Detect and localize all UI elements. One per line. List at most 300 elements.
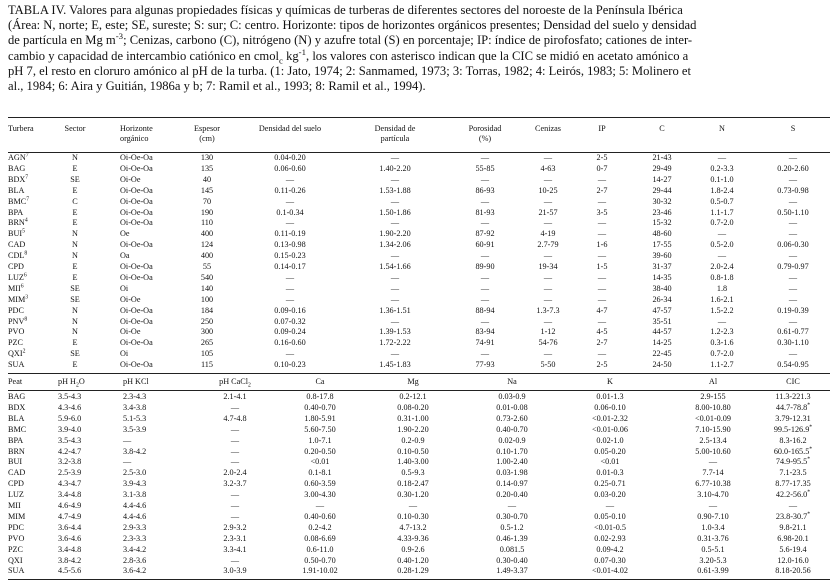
table1-cell: — xyxy=(597,316,607,326)
table1-cell: 0-7 xyxy=(596,163,608,173)
table2-cell: 4.6-4.9 xyxy=(58,501,82,510)
table1-cell: 1.1-2.7 xyxy=(710,360,734,370)
table2-cell: 0.40-0.70 xyxy=(496,424,528,434)
table1-cell: 4-63 xyxy=(540,163,556,173)
table1-cell: E xyxy=(72,185,78,195)
table2-cell: <0.01 xyxy=(310,457,330,467)
table1-cell: 0.20-2.60 xyxy=(777,163,809,173)
table2-cell: 1.00-2.40 xyxy=(496,457,528,467)
table1-cell: 14-35 xyxy=(652,272,672,282)
table2-header-cell: Mg xyxy=(407,377,419,386)
table1-cell: — xyxy=(480,196,490,206)
table2-cell: 7.7-14 xyxy=(702,468,724,478)
table1-cell: 1.53-1.88 xyxy=(379,185,411,195)
table1-cell: 1.45-1.83 xyxy=(379,360,411,370)
table1-cell: — xyxy=(390,251,400,261)
table1-cell: 19-34 xyxy=(538,262,558,271)
table1-cell: Oi-Oe-Oa xyxy=(120,218,153,228)
table2-cell: 4.5-5.6 xyxy=(58,566,82,576)
table1-cell: 265 xyxy=(200,338,214,348)
table1-cell: — xyxy=(480,174,490,184)
table1-cell: 140 xyxy=(200,283,214,293)
table2-cell: 2.3-3.3 xyxy=(123,533,147,543)
table2-cell: 0.5-9.3 xyxy=(401,468,425,478)
table2-header-cell: pH CaCl$_2$ xyxy=(219,377,251,389)
table1-cell: 4-19 xyxy=(540,229,556,239)
table1-cell: 86-93 xyxy=(475,185,495,195)
table2-cell: 3.00-4.30 xyxy=(304,490,336,500)
table2-cell: 0.9-2.6 xyxy=(401,544,425,554)
table2-cell: 0.73-2.60 xyxy=(496,413,528,423)
peat-code: PVO xyxy=(8,327,25,337)
table2-cell: 3.5-3.9 xyxy=(123,424,147,434)
caption-line: cambio y capacidad de intercambio catiónico en cmol$_c$ $kg^{-1}$, los valores con asterisco indican que la CIC se midió en acetato amónico a xyxy=(8,46,689,66)
table2-cell: 44.7-78.8* xyxy=(775,402,811,412)
table2-cell: 3.4-3.8 xyxy=(123,402,147,412)
table2-cell: 3.5-4.3 xyxy=(58,435,82,445)
table1-cell: — xyxy=(717,153,727,162)
table2-cell: <0.01 xyxy=(600,457,620,467)
table1-cell: 1.39-1.53 xyxy=(379,327,411,337)
table1-cell: 190 xyxy=(200,207,214,217)
peat-code: MIM$^3$ xyxy=(8,293,29,304)
table1-header-cell: Porosidad (%) xyxy=(468,124,502,143)
table2-top-rule xyxy=(8,373,830,374)
table1-cell: Oi-Oe-Oa xyxy=(120,360,153,370)
table1-cell: Oi-Oe-Oa xyxy=(120,185,153,195)
table1-cell: 47-57 xyxy=(652,305,672,315)
table1-cell: — xyxy=(717,229,727,239)
table1-cell: E xyxy=(72,272,78,282)
table1-cell: 0.04-0.20 xyxy=(274,153,306,162)
table1-cell: N xyxy=(72,153,78,162)
peat-code: CPD xyxy=(8,479,24,489)
table1-cell: — xyxy=(597,218,607,228)
table2-cell: 0.60-3.59 xyxy=(304,479,336,489)
table2-header-cell: Na xyxy=(507,377,517,386)
table-caption xyxy=(8,3,828,94)
table1-cell: 0.09-0.16 xyxy=(274,305,306,315)
table2-cell: 0.08-0.20 xyxy=(397,402,429,412)
table1-cell: 54-76 xyxy=(538,338,558,348)
peat-code: BDX$^7$ xyxy=(8,174,29,184)
table2-header-cell: CIC xyxy=(786,377,800,386)
table2-cell: 3.4-4.2 xyxy=(123,544,147,554)
table1-cell: Oe xyxy=(120,229,130,239)
table1-cell: — xyxy=(390,153,400,162)
table2-cell: 5.60-7.50 xyxy=(304,424,336,434)
table2-cell: 2.5-3.9 xyxy=(58,468,82,478)
table1-cell: — xyxy=(480,251,490,261)
table2-cell: 0.03-0.9 xyxy=(498,392,526,401)
table1-cell: Oi-Oe-Oa xyxy=(120,153,153,162)
table1-cell: — xyxy=(597,272,607,282)
table1-cell: N xyxy=(72,251,78,261)
table1-cell: — xyxy=(390,272,400,282)
table1-cell: 0.11-0.19 xyxy=(274,229,306,239)
table2-cell: 3.79-12.31 xyxy=(775,413,811,423)
table1-header-cell: N xyxy=(719,124,725,133)
table2-cell: 2.1-4.1 xyxy=(223,392,247,401)
table1-cell: 0.06-0.60 xyxy=(274,163,306,173)
table1-header-cell: Horizonte orgánico xyxy=(120,124,153,143)
peat-code: QXI$^2$ xyxy=(8,348,26,359)
table2-cell: 99.5-126.9* xyxy=(773,423,813,434)
table2-cell: 4.4-4.6 xyxy=(123,511,147,521)
table2-cell: — xyxy=(230,501,240,510)
table1-cell: 0.5-0.7 xyxy=(710,196,734,206)
table1-cell: — xyxy=(390,196,400,206)
table1-cell: — xyxy=(788,316,798,326)
peat-code: BMC xyxy=(8,424,27,434)
table1-cell: 0.8-1.8 xyxy=(710,272,734,282)
table1-cell: — xyxy=(285,196,295,206)
table1-cell: E xyxy=(72,338,78,348)
table2-header-cell: pH KCl xyxy=(123,377,149,386)
peat-code: PNV$^8$ xyxy=(8,315,28,326)
peat-code: BLA xyxy=(8,185,25,195)
table2-cell: 0.5-1.2 xyxy=(500,522,524,532)
table2-cell: 4.4-4.6 xyxy=(123,501,147,510)
table1-cell: 3-5 xyxy=(596,207,608,217)
table1-cell: 0.06-0.30 xyxy=(777,240,809,250)
table1-cell: 31-37 xyxy=(652,262,672,271)
table1-cell: 1.34-2.06 xyxy=(379,240,411,250)
table1-cell: — xyxy=(788,174,798,184)
table2-cell: 3.6-4.6 xyxy=(58,533,82,543)
peat-code: BMC$^7$ xyxy=(8,195,30,206)
table1-cell: Oi xyxy=(120,349,129,359)
peat-code: BUI xyxy=(8,457,23,467)
table1-cell: 48-60 xyxy=(652,229,672,239)
table2-cell: 4.7-13.2 xyxy=(399,522,427,532)
table2-cell: 0.01-0.08 xyxy=(496,402,528,412)
table1-cell: 74-91 xyxy=(475,338,495,348)
table1-cell: — xyxy=(390,316,400,326)
table1-cell: 0.50-1.10 xyxy=(777,207,809,217)
table2-cell: 0.10-1.70 xyxy=(496,446,528,456)
table1-cell: 0.79-0.97 xyxy=(777,262,809,271)
table2-cell: 0.25-0.71 xyxy=(594,479,626,489)
table1-cell: SE xyxy=(70,294,80,304)
table1-cell: — xyxy=(597,283,607,293)
table1-cell: — xyxy=(480,218,490,228)
table1-cell: — xyxy=(285,283,295,293)
table2-cell: 0.10-0.50 xyxy=(397,446,429,456)
table1-cell: 0.13-0.98 xyxy=(274,240,306,250)
table1-cell: N xyxy=(72,229,78,239)
table1-cell: 0.1-0.34 xyxy=(276,207,304,217)
table2-cell: — xyxy=(507,501,517,510)
table1-header-cell: Turbera xyxy=(8,124,34,133)
peat-code: BDX xyxy=(8,402,26,412)
table2-cell: 2.0-2.4 xyxy=(223,468,247,478)
table2-cell: 0.14-0.97 xyxy=(496,479,528,489)
table2-cell: 3.3-4.1 xyxy=(223,544,247,554)
table2-cell: 5.6-19.4 xyxy=(779,544,807,554)
table1-cell: — xyxy=(543,251,553,261)
table1-cell: 81-93 xyxy=(475,207,495,217)
table1-cell: 250 xyxy=(200,316,214,326)
table2-cell: 3.5-4.3 xyxy=(58,392,82,401)
table2-cell: 0.02-1.0 xyxy=(596,435,624,445)
table2-cell: 6.77-10.38 xyxy=(695,479,731,489)
table1-header-cell: Densidad de partícula xyxy=(374,124,416,143)
table1-cell: Oi-Oe xyxy=(120,294,141,304)
table1-cell: 0.3-1.6 xyxy=(710,338,734,348)
table2-cell: 0.2-12.1 xyxy=(399,392,427,401)
table1-cell: 1.3-7.3 xyxy=(536,305,560,315)
table1-cell: — xyxy=(788,294,798,304)
table1-cell: 400 xyxy=(200,251,214,261)
table1-cell: — xyxy=(543,272,553,282)
table2-header-cell: pH $H_2O$ xyxy=(58,377,85,389)
table2-cell: — xyxy=(315,501,325,510)
table1-cell: 1.6-2.1 xyxy=(710,294,734,304)
table1-cell: Oi-Oe-Oa xyxy=(120,163,153,173)
table2-cell: 2.5-3.0 xyxy=(123,468,147,478)
table2-cell: 0.05-0.10 xyxy=(594,511,626,521)
table2-cell: — xyxy=(123,435,132,445)
table2-cell: 1.49-3.37 xyxy=(496,566,528,576)
peat-code: BAG xyxy=(8,392,26,401)
table1-cell: 14-25 xyxy=(652,338,672,348)
table1-cell: — xyxy=(285,349,295,359)
table1-cell: — xyxy=(390,174,400,184)
table1-cell: — xyxy=(788,349,798,359)
table1-cell: 88-94 xyxy=(475,305,495,315)
table1-cell: N xyxy=(72,327,78,337)
table1-cell: 0.7-2.0 xyxy=(710,349,734,359)
table2-cell: 0.05-0.20 xyxy=(594,446,626,456)
table1-header-cell: S xyxy=(790,124,796,133)
table1-cell: 0.2-3.3 xyxy=(710,163,734,173)
table2-cell: — xyxy=(788,501,798,510)
table1-cell: Oa xyxy=(120,251,130,261)
table1-cell: — xyxy=(597,294,607,304)
table2-cell: 5.00-10.60 xyxy=(695,446,731,456)
table2-cell: 0.08-6.69 xyxy=(304,533,336,543)
table2-cell: 1.40-3.00 xyxy=(397,457,429,467)
peat-code: LUZ$^6$ xyxy=(8,272,27,282)
table1-cell: 1-12 xyxy=(540,327,556,337)
table1-cell: 184 xyxy=(200,305,214,315)
table2-cell: 4.33-9.36 xyxy=(397,533,429,543)
table1-cell: 55 xyxy=(202,262,212,271)
table2-cell: 3.9-4.0 xyxy=(58,424,82,434)
table2-cell: <0.01-4.02 xyxy=(591,566,629,576)
table2-cell: 3.6-4.2 xyxy=(123,566,147,576)
table1-cell: Oi-Oe-Oa xyxy=(120,240,153,250)
table1-cell: 0.5-2.0 xyxy=(710,240,734,250)
table2-cell: 0.081.5 xyxy=(499,544,525,554)
table1-cell: C xyxy=(72,196,78,206)
table1-cell: — xyxy=(788,218,798,228)
table2-cell: 0.28-1.29 xyxy=(397,566,429,576)
table1-cell: 29-44 xyxy=(652,185,672,195)
table1-cell: 0.73-0.98 xyxy=(777,185,809,195)
table1-cell: — xyxy=(597,229,607,239)
peat-code: AGN$^7$ xyxy=(8,152,29,162)
table2-cell: 2.3-3.1 xyxy=(223,533,247,543)
table1-cell: SE xyxy=(70,283,80,293)
table2-cell: 3.9-4.3 xyxy=(123,479,147,489)
peat-code: PDC xyxy=(8,522,24,532)
table2-cell: <0.01-0.09 xyxy=(694,413,732,423)
table1-cell: 10-25 xyxy=(538,185,558,195)
table1-cell: SE xyxy=(70,174,80,184)
table2-cell: — xyxy=(230,435,240,445)
table2-cell: 0.6-11.0 xyxy=(306,544,334,554)
table2-cell: 0.1-8.1 xyxy=(308,468,332,478)
table2-cell: 2.3-4.3 xyxy=(123,392,147,401)
table2-cell: 2.9-3.3 xyxy=(123,522,147,532)
peat-code: BRN xyxy=(8,446,25,456)
peat-code: PDC xyxy=(8,305,24,315)
table1-cell: 23-46 xyxy=(652,207,672,217)
table1-cell: — xyxy=(543,153,553,162)
table1-cell: 77-93 xyxy=(475,360,495,370)
table1-cell: E xyxy=(72,218,78,228)
table1-cell: 5-50 xyxy=(540,360,556,370)
caption-line: TABLA IV. Valores para algunas propiedades físicas y químicas de turberas de diferentes sectores del noroeste de la Península Ibérica xyxy=(8,3,683,17)
table2-cell: 7.1-23.5 xyxy=(779,468,807,478)
table1-cell: 17-55 xyxy=(652,240,672,250)
table1-cell: — xyxy=(480,153,490,162)
table2-cell: 7.10-15.90 xyxy=(695,424,731,434)
peat-code: BPA xyxy=(8,435,24,445)
table2-header-cell: Ca xyxy=(315,377,325,386)
table1-cell: — xyxy=(285,218,295,228)
table1-cell: 1.8-2.4 xyxy=(710,185,734,195)
peat-code: PZC xyxy=(8,544,24,554)
caption-line: de partícula en Mg $m^{-3}$; Cenizas, carbono (C), nitrógeno (N) y azufre total (S) en porcentaje; IP: índice de pirofosfato; cationes de inter- xyxy=(8,31,693,48)
table1-cell: — xyxy=(543,174,553,184)
table2-cell: 3.4-4.8 xyxy=(58,490,82,500)
peat-code: BAG xyxy=(8,163,26,173)
peat-code: MII xyxy=(8,501,21,510)
table2-cell: 8.00-10.80 xyxy=(695,402,731,412)
table2-header-cell: K xyxy=(607,377,613,386)
table2-cell: 60.0-165.5* xyxy=(773,445,813,456)
table2-cell: 0.50-0.70 xyxy=(304,555,336,565)
table1-cell: 0.09-0.24 xyxy=(274,327,306,337)
table1-cell: — xyxy=(717,316,727,326)
table1-cell: 29-49 xyxy=(652,163,672,173)
table1-header-cell: C xyxy=(659,124,665,133)
table1-cell: Oi-Oe-Oa xyxy=(120,207,153,217)
table1-cell: N xyxy=(72,240,78,250)
table2-header-cell: Peat xyxy=(8,377,23,386)
table2-cell: 1.91-10.02 xyxy=(302,566,338,576)
table2-cell: 0.30-1.20 xyxy=(397,490,429,500)
table1-cell: Oi-Oe-Oa xyxy=(120,272,153,282)
table2-cell: 0.8-17.8 xyxy=(306,392,334,401)
table1-cell: 100 xyxy=(200,294,214,304)
table1-cell: N xyxy=(72,316,78,326)
table2-cell: 4.3-4.7 xyxy=(58,479,82,489)
table1-cell: — xyxy=(788,196,798,206)
table2-cell: <0.01-0.06 xyxy=(591,424,629,434)
table1-cell: 87-92 xyxy=(475,229,495,239)
table1-cell: 0.14-0.17 xyxy=(274,262,306,271)
table1-cell: — xyxy=(597,174,607,184)
table2-cell: 0.2-4.2 xyxy=(308,522,332,532)
table2-cell: 4.2-4.7 xyxy=(58,446,82,456)
table1-header-cell: Cenizas xyxy=(535,124,561,133)
table1-cell: — xyxy=(285,272,295,282)
table1-cell: SE xyxy=(70,349,80,359)
caption-line: pH 7, el resto en cloruro amónico al pH de la turba. (1: Jato, 1974; 2: Sanmamed, 1973; 3: Torras, 1982; 4: Leirós, 1983; 5: Molinero et xyxy=(8,63,692,78)
table2-cell: — xyxy=(230,555,240,565)
table1-cell: 39-60 xyxy=(652,251,672,261)
table1-cell: 2-7 xyxy=(596,185,608,195)
table1-cell: 0.54-0.95 xyxy=(777,360,809,370)
table1-cell: — xyxy=(788,229,798,239)
table2-cell: 23.8-30.7* xyxy=(775,511,811,521)
table2-header-cell: Al xyxy=(708,377,718,386)
table1-header-cell: Sector xyxy=(64,124,86,133)
table1-cell: — xyxy=(285,174,295,184)
table1-cell: — xyxy=(480,316,490,326)
table2-cell: 4.3-4.6 xyxy=(58,402,82,412)
table1-cell: — xyxy=(597,349,607,359)
table2-cell: 0.20-0.40 xyxy=(496,490,528,500)
table2-cell: 4.7-4.8 xyxy=(223,413,247,423)
table1-cell: 22-45 xyxy=(652,349,672,359)
table1-cell: 1.1-1.7 xyxy=(710,207,734,217)
table2-cell: 6.98-20.1 xyxy=(777,533,809,543)
table2-cell: — xyxy=(230,511,240,521)
table1-cell: — xyxy=(390,218,400,228)
peat-code: SUA xyxy=(8,566,25,576)
table1-cell: Oi-Oe xyxy=(120,327,141,337)
peat-code: CDL$^8$ xyxy=(8,250,28,261)
table1-cell: 21-43 xyxy=(652,153,672,162)
table2-cell: — xyxy=(230,457,240,467)
table1-cell: 2.7-79 xyxy=(537,240,559,250)
table2-cell: 0.03-1.98 xyxy=(496,468,528,478)
table2-cell: 2.9-3.2 xyxy=(223,522,247,532)
table2-cell: 0.61-3.99 xyxy=(697,566,729,576)
table1-cell: 2-7 xyxy=(596,338,608,348)
table1-cell: 1-5 xyxy=(596,262,608,271)
table2-cell: 0.01-1.3 xyxy=(596,392,624,401)
table1-cell: N xyxy=(72,305,78,315)
table2-cell: 74.9-95.5* xyxy=(775,456,811,467)
table2-cell: 0.03-0.20 xyxy=(594,490,626,500)
table1-cell: 1.50-1.86 xyxy=(379,207,411,217)
table1-cell: 35-51 xyxy=(652,316,672,326)
table1-cell: 110 xyxy=(201,218,213,228)
table2-cell: — xyxy=(230,424,240,434)
table2-cell: 12.0-16.0 xyxy=(777,555,809,565)
caption-line: (Área: N, norte; E, este; SE, sureste; S: sur; C: centro. Horizonte: tipos de horizontes orgánicos presentes; Densidad del suelo y densidad xyxy=(8,18,697,33)
table1-cell: 83-94 xyxy=(475,327,495,337)
table1-cell: E xyxy=(72,360,78,370)
peat-code: PVO xyxy=(8,533,25,543)
table1-cell: — xyxy=(597,251,607,261)
table2-cell: 3.20-5.3 xyxy=(699,555,727,565)
table1-cell: Oi-Oe xyxy=(120,174,141,184)
table2-cell: — xyxy=(123,457,132,467)
table1-cell: — xyxy=(480,294,490,304)
table1-cell: 0.15-0.23 xyxy=(274,251,306,261)
table1-cell: — xyxy=(788,283,798,293)
table1-cell: 40 xyxy=(202,174,212,184)
table2-cell: 0.01-0.3 xyxy=(596,468,624,478)
table1-cell: 2.0-2.4 xyxy=(710,262,734,271)
